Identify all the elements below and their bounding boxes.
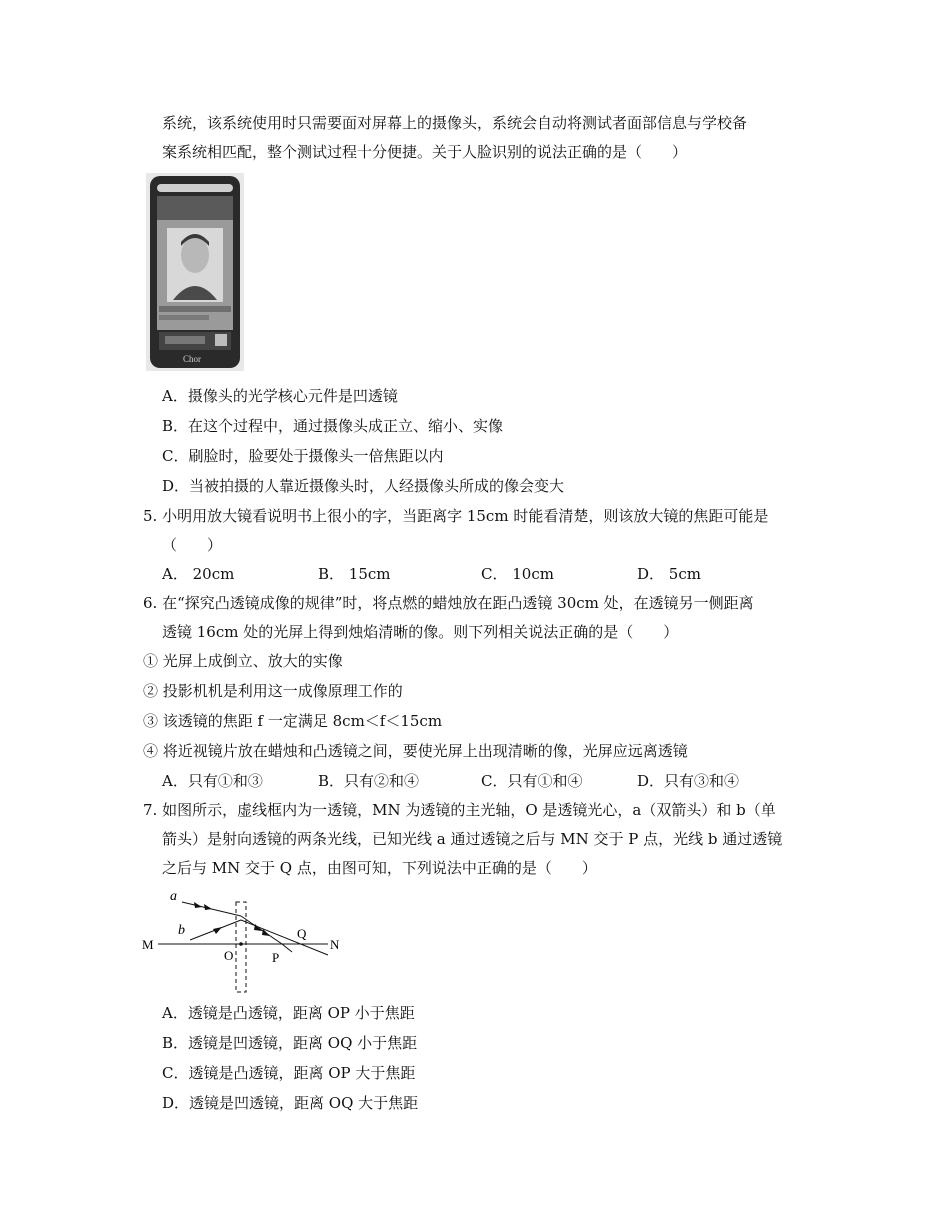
face-recognition-device-photo [145, 172, 245, 372]
q6-statement-1: ① 光屏上成倒立、放大的实像 [143, 652, 343, 670]
q6-stem-line1: 6. 在“探究凸透镜成像的规律”时，将点燃的蜡烛放在距凸透镜 30cm 处，在透镜另一侧距离 [143, 594, 754, 612]
label-m: M [142, 937, 154, 952]
q6-statement-4: ④ 将近视镜片放在蜡烛和凸透镜之间，要使光屏上出现清晰的像，光屏应远离透镜 [143, 742, 688, 760]
q5-option-d: D． 5cm [637, 565, 701, 583]
label-b: b [178, 923, 185, 938]
q6-option-d: D．只有③和④ [637, 772, 740, 790]
q4-option-b: B．在这个过程中，通过摄像头成正立、缩小、实像 [162, 417, 504, 435]
ray-a-arrow-1 [194, 902, 202, 908]
q7-stem-line1: 7. 如图所示，虚线框内为一透镜，MN 为透镜的主光轴，O 是透镜光心，a（双箭头）和 b（单 [143, 801, 776, 819]
q5-stem-line2: （ ） [162, 536, 223, 554]
q5-stem-line1: 5. 小明用放大镜看说明书上很小的字，当距离字 15cm 时能看清楚，则该放大镜的焦距可能是 [143, 507, 769, 525]
q5-option-b: B． 15cm [318, 565, 391, 583]
q5-option-c: C． 10cm [481, 565, 554, 583]
q6-stem-line2: 透镜 16cm 处的光屏上得到烛焰清晰的像。则下列相关说法正确的是（ ） [162, 623, 679, 641]
q4-option-d: D．当被拍摄的人靠近摄像头时，人经摄像头所成的像会变大 [162, 477, 565, 495]
q4-option-c: C．刷脸时，脸要处于摄像头一倍焦距以内 [162, 447, 444, 465]
q4-stem-line2: 案系统相匹配，整个测试过程十分便捷。关于人脸识别的说法正确的是（ ） [162, 143, 688, 161]
label-p: P [272, 950, 280, 965]
q7-option-b: B．透镜是凹透镜，距离 OQ 小于焦距 [162, 1034, 418, 1052]
ray-a-refracted [241, 916, 282, 944]
q6-option-c: C．只有①和④ [481, 772, 583, 790]
lens-ray-diagram [140, 882, 350, 997]
ray-b-refracted [241, 920, 328, 955]
q4-stem-line1: 系统，该系统使用时只需要面对屏幕上的摄像头，系统会自动将测试者面部信息与学校备 [162, 114, 748, 132]
q5-option-a: A． 20cm [162, 565, 235, 583]
q6-option-b: B．只有②和④ [318, 772, 420, 790]
q7-option-c: C．透镜是凸透镜，距离 OP 大于焦距 [162, 1064, 416, 1082]
ray-b-arrow [213, 927, 222, 934]
optical-center-dot [239, 942, 243, 946]
q6-statement-2: ② 投影机机是利用这一成像原理工作的 [143, 682, 403, 700]
label-o: O [224, 948, 234, 963]
label-q: Q [297, 926, 307, 941]
ray-a-extension [282, 944, 292, 952]
q7-option-a: A．透镜是凸透镜，距离 OP 小于焦距 [162, 1004, 415, 1022]
ray-a-arrow-2 [204, 904, 212, 910]
photo-caption: Chor [183, 354, 201, 364]
q7-stem-line3: 之后与 MN 交于 Q 点，由图可知，下列说法中正确的是（ ） [162, 859, 597, 877]
label-a: a [170, 889, 177, 904]
q7-stem-line2: 箭头）是射向透镜的两条光线，已知光线 a 通过透镜之后与 MN 交于 P 点，光线 b 通过透镜 [162, 830, 783, 848]
q4-option-a: A．摄像头的光学核心元件是凹透镜 [162, 387, 398, 405]
q7-option-d: D．透镜是凹透镜，距离 OQ 大于焦距 [162, 1094, 419, 1112]
q6-statement-3: ③ 该透镜的焦距 f 一定满足 8cm＜f＜15cm [143, 712, 443, 730]
q6-option-a: A．只有①和③ [162, 772, 263, 790]
label-n: N [330, 937, 340, 952]
